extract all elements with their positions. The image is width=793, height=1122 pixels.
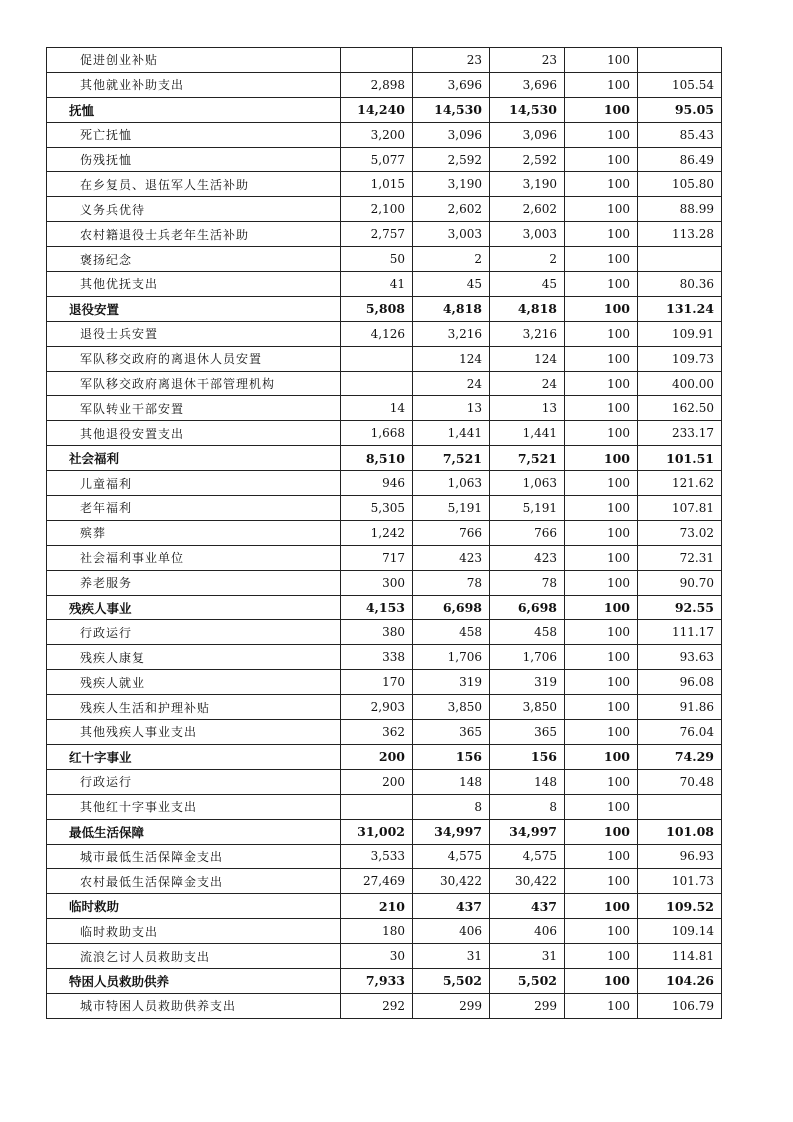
value-cell-1: 380 — [341, 620, 413, 645]
value-cell-2: 7,521 — [413, 446, 490, 471]
value-cell-1: 717 — [341, 545, 413, 570]
value-cell-5 — [638, 247, 722, 272]
value-cell-3: 7,521 — [490, 446, 565, 471]
category-row — [47, 97, 722, 122]
item-name-cell: 社会福利 — [47, 446, 341, 471]
value-cell-3: 437 — [490, 894, 565, 919]
value-cell-3: 3,003 — [490, 222, 565, 247]
item-name-cell: 殡葬 — [47, 520, 341, 545]
item-name-cell: 促进创业补贴 — [47, 48, 341, 73]
value-cell-5: 131.24 — [638, 296, 722, 321]
value-cell-3: 1,441 — [490, 421, 565, 446]
value-cell-2: 24 — [413, 371, 490, 396]
budget-table-body — [47, 48, 722, 1019]
value-cell-1: 1,242 — [341, 520, 413, 545]
value-cell-2: 3,850 — [413, 695, 490, 720]
table-row — [47, 346, 722, 371]
value-cell-1: 4,126 — [341, 321, 413, 346]
value-cell-3: 34,997 — [490, 819, 565, 844]
value-cell-2: 124 — [413, 346, 490, 371]
table-row — [47, 421, 722, 446]
value-cell-5: 109.91 — [638, 321, 722, 346]
table-row — [47, 695, 722, 720]
table-row — [47, 247, 722, 272]
value-cell-4: 100 — [565, 247, 638, 272]
value-cell-1: 14 — [341, 396, 413, 421]
value-cell-2: 14,530 — [413, 97, 490, 122]
value-cell-2: 8 — [413, 794, 490, 819]
value-cell-4: 100 — [565, 670, 638, 695]
value-cell-4: 100 — [565, 620, 638, 645]
value-cell-4: 100 — [565, 570, 638, 595]
table-row — [47, 919, 722, 944]
value-cell-3: 3,696 — [490, 72, 565, 97]
value-cell-4: 100 — [565, 222, 638, 247]
table-row — [47, 844, 722, 869]
value-cell-4: 100 — [565, 272, 638, 297]
value-cell-4: 100 — [565, 396, 638, 421]
value-cell-1: 210 — [341, 894, 413, 919]
value-cell-1: 3,200 — [341, 122, 413, 147]
value-cell-5: 86.49 — [638, 147, 722, 172]
value-cell-3: 3,216 — [490, 321, 565, 346]
value-cell-2: 4,818 — [413, 296, 490, 321]
value-cell-3: 13 — [490, 396, 565, 421]
value-cell-3: 4,575 — [490, 844, 565, 869]
value-cell-4: 100 — [565, 296, 638, 321]
category-row — [47, 595, 722, 620]
value-cell-1 — [341, 371, 413, 396]
item-name-cell: 残疾人生活和护理补贴 — [47, 695, 341, 720]
item-name-cell: 农村最低生活保障金支出 — [47, 869, 341, 894]
value-cell-2: 3,096 — [413, 122, 490, 147]
value-cell-5: 400.00 — [638, 371, 722, 396]
value-cell-5: 114.81 — [638, 944, 722, 969]
value-cell-5: 101.51 — [638, 446, 722, 471]
value-cell-2: 437 — [413, 894, 490, 919]
value-cell-1: 1,015 — [341, 172, 413, 197]
table-row — [47, 944, 722, 969]
value-cell-3: 4,818 — [490, 296, 565, 321]
value-cell-5: 73.02 — [638, 520, 722, 545]
value-cell-3: 458 — [490, 620, 565, 645]
value-cell-1: 14,240 — [341, 97, 413, 122]
value-cell-2: 45 — [413, 272, 490, 297]
value-cell-1: 50 — [341, 247, 413, 272]
category-row — [47, 744, 722, 769]
value-cell-2: 766 — [413, 520, 490, 545]
item-name-cell: 退役士兵安置 — [47, 321, 341, 346]
table-row — [47, 147, 722, 172]
value-cell-1: 338 — [341, 645, 413, 670]
item-name-cell: 养老服务 — [47, 570, 341, 595]
value-cell-2: 423 — [413, 545, 490, 570]
value-cell-3: 423 — [490, 545, 565, 570]
value-cell-5: 111.17 — [638, 620, 722, 645]
value-cell-3: 156 — [490, 744, 565, 769]
item-name-cell: 临时救助支出 — [47, 919, 341, 944]
value-cell-3: 23 — [490, 48, 565, 73]
value-cell-3: 5,502 — [490, 968, 565, 993]
value-cell-5: 109.14 — [638, 919, 722, 944]
value-cell-2: 406 — [413, 919, 490, 944]
value-cell-2: 1,063 — [413, 471, 490, 496]
value-cell-2: 2,602 — [413, 197, 490, 222]
table-row — [47, 769, 722, 794]
item-name-cell: 临时救助 — [47, 894, 341, 919]
value-cell-2: 1,441 — [413, 421, 490, 446]
value-cell-4: 100 — [565, 944, 638, 969]
value-cell-1: 31,002 — [341, 819, 413, 844]
value-cell-2: 458 — [413, 620, 490, 645]
table-row — [47, 321, 722, 346]
value-cell-4: 100 — [565, 844, 638, 869]
value-cell-1: 180 — [341, 919, 413, 944]
value-cell-2: 365 — [413, 720, 490, 745]
value-cell-1: 2,757 — [341, 222, 413, 247]
value-cell-1: 1,668 — [341, 421, 413, 446]
value-cell-1: 2,903 — [341, 695, 413, 720]
value-cell-5: 80.36 — [638, 272, 722, 297]
item-name-cell: 军队移交政府的离退休人员安置 — [47, 346, 341, 371]
table-row — [47, 72, 722, 97]
item-name-cell: 红十字事业 — [47, 744, 341, 769]
value-cell-5: 109.73 — [638, 346, 722, 371]
item-name-cell: 最低生活保障 — [47, 819, 341, 844]
item-name-cell: 抚恤 — [47, 97, 341, 122]
value-cell-2: 5,191 — [413, 496, 490, 521]
value-cell-3: 148 — [490, 769, 565, 794]
item-name-cell: 死亡抚恤 — [47, 122, 341, 147]
value-cell-2: 299 — [413, 993, 490, 1018]
item-name-cell: 义务兵优待 — [47, 197, 341, 222]
value-cell-2: 319 — [413, 670, 490, 695]
value-cell-1: 8,510 — [341, 446, 413, 471]
value-cell-3: 2,602 — [490, 197, 565, 222]
value-cell-5: 105.80 — [638, 172, 722, 197]
value-cell-4: 100 — [565, 645, 638, 670]
value-cell-1: 5,808 — [341, 296, 413, 321]
item-name-cell: 军队移交政府离退休干部管理机构 — [47, 371, 341, 396]
value-cell-4: 100 — [565, 720, 638, 745]
value-cell-4: 100 — [565, 48, 638, 73]
value-cell-3: 8 — [490, 794, 565, 819]
value-cell-5: 95.05 — [638, 97, 722, 122]
value-cell-2: 3,216 — [413, 321, 490, 346]
category-row — [47, 819, 722, 844]
value-cell-1: 362 — [341, 720, 413, 745]
item-name-cell: 其他红十字事业支出 — [47, 794, 341, 819]
table-row — [47, 645, 722, 670]
value-cell-3: 24 — [490, 371, 565, 396]
value-cell-3: 6,698 — [490, 595, 565, 620]
value-cell-3: 31 — [490, 944, 565, 969]
value-cell-5: 233.17 — [638, 421, 722, 446]
value-cell-3: 365 — [490, 720, 565, 745]
value-cell-3: 1,063 — [490, 471, 565, 496]
value-cell-5: 162.50 — [638, 396, 722, 421]
value-cell-1: 2,100 — [341, 197, 413, 222]
item-name-cell: 流浪乞讨人员救助支出 — [47, 944, 341, 969]
value-cell-3: 3,096 — [490, 122, 565, 147]
value-cell-5 — [638, 48, 722, 73]
value-cell-4: 100 — [565, 147, 638, 172]
value-cell-3: 14,530 — [490, 97, 565, 122]
value-cell-1: 292 — [341, 993, 413, 1018]
value-cell-4: 100 — [565, 545, 638, 570]
value-cell-1: 946 — [341, 471, 413, 496]
value-cell-5: 104.26 — [638, 968, 722, 993]
value-cell-2: 23 — [413, 48, 490, 73]
value-cell-4: 100 — [565, 695, 638, 720]
table-row — [47, 471, 722, 496]
value-cell-3: 299 — [490, 993, 565, 1018]
value-cell-2: 2 — [413, 247, 490, 272]
item-name-cell: 特困人员救助供养 — [47, 968, 341, 993]
table-row — [47, 570, 722, 595]
table-row — [47, 48, 722, 73]
value-cell-4: 100 — [565, 794, 638, 819]
value-cell-5: 72.31 — [638, 545, 722, 570]
value-cell-1: 30 — [341, 944, 413, 969]
category-row — [47, 968, 722, 993]
table-row — [47, 794, 722, 819]
value-cell-2: 148 — [413, 769, 490, 794]
table-row — [47, 222, 722, 247]
item-name-cell: 伤残抚恤 — [47, 147, 341, 172]
value-cell-1: 300 — [341, 570, 413, 595]
item-name-cell: 儿童福利 — [47, 471, 341, 496]
table-row — [47, 869, 722, 894]
category-row — [47, 296, 722, 321]
value-cell-4: 100 — [565, 172, 638, 197]
value-cell-4: 100 — [565, 819, 638, 844]
value-cell-4: 100 — [565, 446, 638, 471]
table-row — [47, 620, 722, 645]
value-cell-1: 200 — [341, 744, 413, 769]
value-cell-5: 96.93 — [638, 844, 722, 869]
value-cell-4: 100 — [565, 371, 638, 396]
value-cell-5: 106.79 — [638, 993, 722, 1018]
value-cell-2: 6,698 — [413, 595, 490, 620]
category-row — [47, 446, 722, 471]
item-name-cell: 残疾人就业 — [47, 670, 341, 695]
value-cell-3: 78 — [490, 570, 565, 595]
value-cell-1: 7,933 — [341, 968, 413, 993]
table-row — [47, 122, 722, 147]
value-cell-4: 100 — [565, 968, 638, 993]
item-name-cell: 其他优抚支出 — [47, 272, 341, 297]
item-name-cell: 行政运行 — [47, 620, 341, 645]
value-cell-3: 406 — [490, 919, 565, 944]
budget-table — [46, 47, 722, 1019]
value-cell-3: 45 — [490, 272, 565, 297]
table-row — [47, 496, 722, 521]
value-cell-1 — [341, 794, 413, 819]
value-cell-3: 3,850 — [490, 695, 565, 720]
value-cell-5: 105.54 — [638, 72, 722, 97]
value-cell-3: 2 — [490, 247, 565, 272]
value-cell-2: 13 — [413, 396, 490, 421]
value-cell-4: 100 — [565, 769, 638, 794]
value-cell-5: 76.04 — [638, 720, 722, 745]
value-cell-1: 2,898 — [341, 72, 413, 97]
table-row — [47, 670, 722, 695]
value-cell-3: 3,190 — [490, 172, 565, 197]
value-cell-4: 100 — [565, 894, 638, 919]
value-cell-5: 96.08 — [638, 670, 722, 695]
value-cell-1: 4,153 — [341, 595, 413, 620]
value-cell-3: 766 — [490, 520, 565, 545]
value-cell-5: 70.48 — [638, 769, 722, 794]
value-cell-2: 3,003 — [413, 222, 490, 247]
table-row — [47, 272, 722, 297]
item-name-cell: 在乡复员、退伍军人生活补助 — [47, 172, 341, 197]
value-cell-5: 85.43 — [638, 122, 722, 147]
value-cell-5: 92.55 — [638, 595, 722, 620]
value-cell-5: 107.81 — [638, 496, 722, 521]
value-cell-5: 101.08 — [638, 819, 722, 844]
value-cell-1 — [341, 346, 413, 371]
item-name-cell: 其他就业补助支出 — [47, 72, 341, 97]
table-row — [47, 993, 722, 1018]
value-cell-4: 100 — [565, 122, 638, 147]
value-cell-5: 91.86 — [638, 695, 722, 720]
value-cell-2: 4,575 — [413, 844, 490, 869]
value-cell-3: 30,422 — [490, 869, 565, 894]
value-cell-2: 3,696 — [413, 72, 490, 97]
item-name-cell: 农村籍退役士兵老年生活补助 — [47, 222, 341, 247]
value-cell-4: 100 — [565, 197, 638, 222]
value-cell-1: 170 — [341, 670, 413, 695]
value-cell-4: 100 — [565, 97, 638, 122]
item-name-cell: 退役安置 — [47, 296, 341, 321]
value-cell-1: 27,469 — [341, 869, 413, 894]
item-name-cell: 城市最低生活保障金支出 — [47, 844, 341, 869]
value-cell-1: 41 — [341, 272, 413, 297]
item-name-cell: 其他退役安置支出 — [47, 421, 341, 446]
item-name-cell: 老年福利 — [47, 496, 341, 521]
value-cell-2: 156 — [413, 744, 490, 769]
value-cell-3: 319 — [490, 670, 565, 695]
value-cell-4: 100 — [565, 72, 638, 97]
value-cell-2: 5,502 — [413, 968, 490, 993]
value-cell-3: 1,706 — [490, 645, 565, 670]
value-cell-4: 100 — [565, 919, 638, 944]
value-cell-4: 100 — [565, 744, 638, 769]
value-cell-4: 100 — [565, 346, 638, 371]
value-cell-3: 2,592 — [490, 147, 565, 172]
table-row — [47, 197, 722, 222]
value-cell-4: 100 — [565, 471, 638, 496]
table-row — [47, 720, 722, 745]
table-row — [47, 371, 722, 396]
table-row — [47, 172, 722, 197]
value-cell-1 — [341, 48, 413, 73]
value-cell-4: 100 — [565, 321, 638, 346]
value-cell-5: 74.29 — [638, 744, 722, 769]
item-name-cell: 残疾人康复 — [47, 645, 341, 670]
item-name-cell: 城市特困人员救助供养支出 — [47, 993, 341, 1018]
value-cell-5 — [638, 794, 722, 819]
value-cell-4: 100 — [565, 869, 638, 894]
table-row — [47, 545, 722, 570]
value-cell-5: 113.28 — [638, 222, 722, 247]
value-cell-4: 100 — [565, 993, 638, 1018]
category-row — [47, 894, 722, 919]
value-cell-2: 3,190 — [413, 172, 490, 197]
value-cell-4: 100 — [565, 496, 638, 521]
value-cell-5: 101.73 — [638, 869, 722, 894]
value-cell-2: 34,997 — [413, 819, 490, 844]
value-cell-1: 5,305 — [341, 496, 413, 521]
item-name-cell: 褒扬纪念 — [47, 247, 341, 272]
value-cell-4: 100 — [565, 520, 638, 545]
value-cell-5: 90.70 — [638, 570, 722, 595]
value-cell-2: 78 — [413, 570, 490, 595]
value-cell-1: 5,077 — [341, 147, 413, 172]
table-row — [47, 520, 722, 545]
value-cell-2: 2,592 — [413, 147, 490, 172]
item-name-cell: 行政运行 — [47, 769, 341, 794]
value-cell-5: 121.62 — [638, 471, 722, 496]
value-cell-4: 100 — [565, 595, 638, 620]
item-name-cell: 其他残疾人事业支出 — [47, 720, 341, 745]
value-cell-3: 124 — [490, 346, 565, 371]
value-cell-2: 1,706 — [413, 645, 490, 670]
value-cell-2: 31 — [413, 944, 490, 969]
table-row — [47, 396, 722, 421]
value-cell-1: 200 — [341, 769, 413, 794]
value-cell-5: 93.63 — [638, 645, 722, 670]
value-cell-5: 109.52 — [638, 894, 722, 919]
value-cell-2: 30,422 — [413, 869, 490, 894]
value-cell-5: 88.99 — [638, 197, 722, 222]
item-name-cell: 社会福利事业单位 — [47, 545, 341, 570]
item-name-cell: 残疾人事业 — [47, 595, 341, 620]
value-cell-1: 3,533 — [341, 844, 413, 869]
item-name-cell: 军队转业干部安置 — [47, 396, 341, 421]
value-cell-3: 5,191 — [490, 496, 565, 521]
value-cell-4: 100 — [565, 421, 638, 446]
